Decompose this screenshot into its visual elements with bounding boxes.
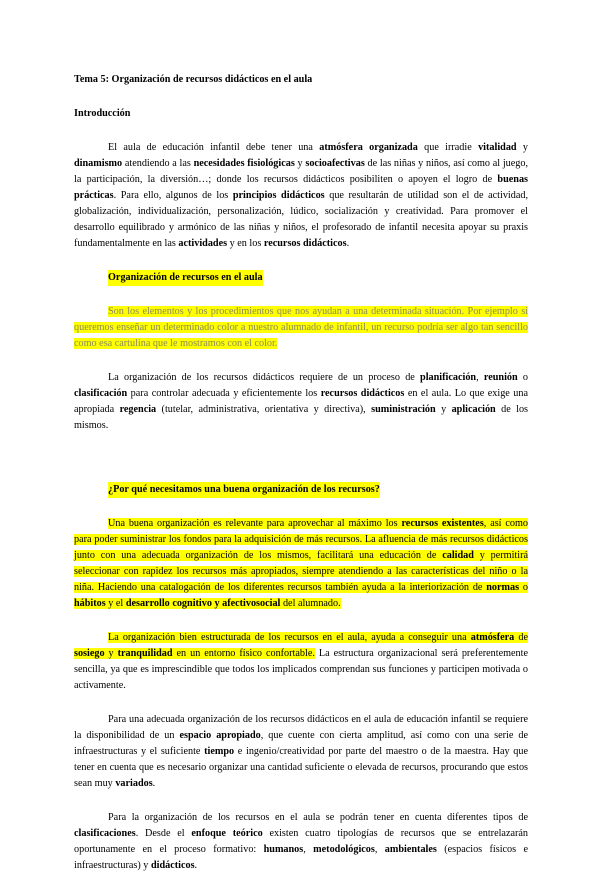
text-run: Para la organización de los recursos en el aula se podrán tener en cuenta diferentes tipos de xyxy=(108,812,528,823)
section-heading-organizacion: Organización de recursos en el aula xyxy=(108,270,263,286)
text-run: . xyxy=(152,778,156,789)
bold-term: enfoque teórico xyxy=(191,828,263,839)
text-run: . xyxy=(346,238,350,249)
bold-term: aplicación xyxy=(451,404,496,415)
text-run: . Para ello, algunos de los xyxy=(113,190,233,201)
text-run: en el aula. Lo que exige una apropiada xyxy=(74,388,528,415)
planning-paragraph xyxy=(74,370,528,434)
bold-term: necesidades fisiológicas xyxy=(193,158,295,169)
document-title: Tema 5: Organización de recursos didácticos en el aula xyxy=(74,74,313,85)
text-run: , que cuente con cierta amplitud, así como con una serie de infraestructuras y el suficiente xyxy=(74,730,529,757)
bold-term: buenas prácticas xyxy=(74,174,528,201)
intro-paragraph xyxy=(74,140,528,252)
text-run: , xyxy=(476,372,484,383)
bold-term: tiempo xyxy=(204,746,235,757)
text-run: o xyxy=(519,582,528,593)
bold-term: principios didácticos xyxy=(232,190,325,201)
text-run: y el xyxy=(105,598,126,609)
section-heading-por-que: ¿Por qué necesitamos una buena organización de los recursos? xyxy=(108,482,380,498)
bold-term: dinamismo xyxy=(74,158,123,169)
text-run: en un entorno físico confortable. xyxy=(172,648,315,659)
text-run: atendiendo a las xyxy=(122,158,194,169)
bold-term: planificación xyxy=(420,372,477,383)
text-run: de los mismos. xyxy=(74,404,529,431)
text-run: , así como para poder suministrar los fondos para la adquisición de más recursos. La afluencia de más recursos didácticos junto con una adecuada organización de los mismos, facilitará una educación de xyxy=(74,518,528,561)
text-run: para controlar adecuada y eficientemente los xyxy=(127,388,321,399)
bold-term: ambientales xyxy=(384,844,437,855)
text-run: e ingenio/creatividad por parte del maestro o de la maestra. Hay que tener en cuenta que es necesario organizar una cantidad suficiente o elevada de recursos, procurando que estos sean muy xyxy=(74,746,529,789)
text-run: Una buena organización es relevante para aprovechar al máximo los xyxy=(108,518,402,529)
text-run: El aula de educación infantil debe tener una xyxy=(108,142,320,153)
bold-term: tranquilidad xyxy=(117,648,173,659)
bold-term: recursos existentes xyxy=(401,518,484,529)
text-run: Para una adecuada organización de los recursos didácticos en el aula de educación infantil se requiere la disponibilidad de un xyxy=(74,714,528,741)
relevance-paragraph xyxy=(74,518,528,609)
text-run: . Desde el xyxy=(135,828,192,839)
bold-term: atmósfera xyxy=(470,632,515,643)
bold-term: atmósfera organizada xyxy=(319,142,418,153)
space-paragraph xyxy=(74,712,528,792)
structure-paragraph xyxy=(74,630,528,694)
bold-term: clasificaciones xyxy=(74,828,136,839)
text-run: y xyxy=(435,404,452,415)
bold-term: reunión xyxy=(483,372,518,383)
bold-term: suministración xyxy=(371,404,436,415)
text-run: y xyxy=(294,158,306,169)
text-run: (espacios físicos e infraestructuras) y xyxy=(74,844,528,871)
text-run: existen cuatro tipologías de recursos que se entrelazarán oportunamente en el proceso formativo: xyxy=(74,828,528,855)
classification-paragraph xyxy=(74,810,528,874)
text-run: y xyxy=(104,648,118,659)
bold-term: clasificación xyxy=(74,388,128,399)
text-run: de xyxy=(514,632,528,643)
definition-paragraph: Son los elementos y los procedimientos que nos ayudan a una determinada situación. Por ejemplo si queremos enseñar un determinado color a nuestro alumnado de infantil, un recurso podría ser algo tan sencillo como esa cartulina que le mostramos con el color. xyxy=(74,306,528,349)
bold-term: variados xyxy=(115,778,153,789)
text-run: , xyxy=(374,844,385,855)
text-run: y xyxy=(516,142,528,153)
text-run: de las niñas y niños, así como al juego, la participación, la diversión…; donde los recursos didácticos posibiliten o apoyen el logro de xyxy=(74,158,529,185)
document-body xyxy=(74,72,528,874)
bold-term: humanos xyxy=(263,844,304,855)
bold-term: vitalidad xyxy=(478,142,517,153)
text-run: La organización de los recursos didácticos requiere de un proceso de xyxy=(108,372,421,383)
bold-term: normas xyxy=(486,582,520,593)
bold-term: recursos didácticos xyxy=(263,238,347,249)
structure-rest: La estructura organizacional será preferentemente sencilla, ya que es imprescindible que todos los implicados comprendan sus funciones y participen motivada o activamente. xyxy=(74,648,528,691)
intro-heading: Introducción xyxy=(74,108,131,119)
bold-term: metodológicos xyxy=(313,844,375,855)
bold-term: hábitos xyxy=(74,598,106,609)
bold-term: didácticos xyxy=(150,860,195,871)
bold-term: actividades xyxy=(178,238,228,249)
bold-term: socioafectivas xyxy=(305,158,365,169)
bold-term: sosiego xyxy=(74,648,105,659)
bold-term: desarrollo cognitivo y afectivosocial xyxy=(125,598,281,609)
text-run: , xyxy=(303,844,314,855)
text-run: La organización bien estructurada de los recursos en el aula, ayuda a conseguir una xyxy=(108,632,471,643)
text-run: (tutelar, administrativa, orientativa y directiva), xyxy=(156,404,372,415)
bold-term: recursos didácticos xyxy=(320,388,405,399)
text-run: y en los xyxy=(227,238,264,249)
text-run: del alumnado. xyxy=(280,598,341,609)
text-run: y permitirá seleccionar con rapidez los recursos más apropiados, siempre atendiendo a las características del niño o la niña. Haciendo una catalogación de los diferentes recursos también ayuda a la interiorización de xyxy=(74,550,528,593)
bold-term: regencia xyxy=(119,404,157,415)
text-run: que resultarán de utilidad son el de actividad, globalización, individualización, personalización, lúdico, socialización y creatividad. Para promover el desarrollo equilibrado y armónico de las niñas y niños, el profesorado de infantil necesita apoyar su praxis fundamentalmente en las xyxy=(74,190,528,249)
text-run: que irradie xyxy=(417,142,479,153)
text-run: . xyxy=(194,860,198,871)
bold-term: espacio apropiado xyxy=(179,730,261,741)
bold-term: calidad xyxy=(442,550,474,561)
text-run: o xyxy=(517,372,529,383)
